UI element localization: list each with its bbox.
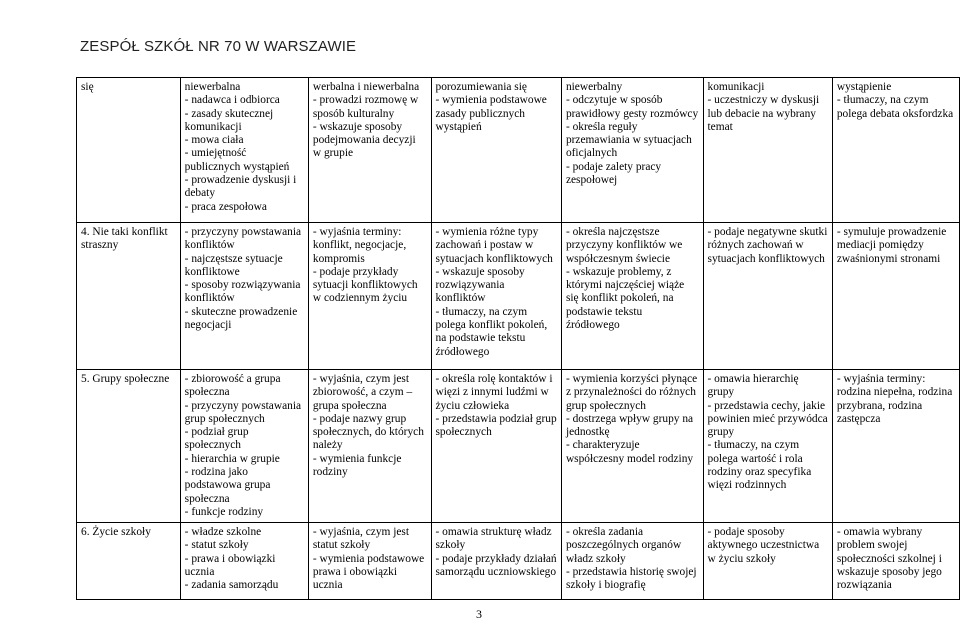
cell-line: - hierarchia w grupie [184,452,280,465]
school-header: ZESPÓŁ SZKÓŁ NR 70 W WARSZAWIE [80,38,357,55]
cell-line: - uczestniczy w dyskusji lub debacie na wybrany temat [707,94,820,133]
cell-req-basic [308,370,431,523]
cell-line: - funkcje rodziny [184,505,264,518]
cell-line: - rodzina jako podstawowa grupa społeczna [184,466,271,505]
cell-line: - omawia hierarchię grupy [707,373,799,399]
cell-line: - statut szkoły [184,539,249,552]
cell-line: - tłumaczy, na czym polega debata oksfordzka [836,94,954,120]
cell-req-full [703,223,832,370]
cell-line: - przyczyny powstawania grup społecznych [184,399,302,425]
cell-line: - wyjaśnia, czym jest statut szkoły [312,526,410,552]
cell-line: - wskazuje problemy, z którymi najczęściej wiąże się konflikt pokoleń, na podstawie tekstu źródłowego [565,265,685,332]
cell-line: - tłumaczy, na czym polega wartość i rola rodziny oraz specyfika więzi rodzinnych [707,439,812,492]
page-number: 3 [476,607,482,621]
cell-line: 5. Grupy społeczne [81,373,170,385]
cell-line: - wymienia korzyści płynące z przynależności do różnych grup społecznych [565,373,698,412]
cell-line: komunikacji [707,81,765,93]
cell-line: niewerbalny [565,81,623,93]
cell-line: - podział grup społecznych [184,426,249,452]
cell-content [180,78,308,223]
cell-req-basic [308,78,431,223]
table-row [77,223,960,370]
cell-line: - podaje zalety pracy zespołowej [565,160,662,187]
cell-topic [77,370,181,523]
cell-content [180,523,308,600]
cell-line: - prowadzi rozmowę w sposób kulturalny [312,94,419,120]
cell-line: - podaje przykłady działań samorządu uczniowskiego [435,552,557,578]
cell-line: - podaje sposoby aktywnego uczestnictwa w życiu szkoły [707,526,820,565]
table-row [77,78,960,223]
cell-req-advanced [561,223,703,370]
cell-line: - praca zespołowa [184,200,267,213]
cell-line: porozumiewania się [435,81,527,93]
cell-line: - przedstawia historię swojej szkoły i biografię [565,565,697,592]
cell-content [180,223,308,370]
cell-line: - wymienia podstawowe prawa i obowiązki ucznia [312,552,425,592]
cell-line: się [81,81,94,93]
cell-line: - charakteryzuje współczesny model rodziny [565,439,694,465]
cell-line: - wyjaśnia terminy: rodzina niepełna, rodzina przybrana, rodzina zastępcza [836,373,953,425]
cell-line: 4. Nie taki konflikt straszny [81,226,168,252]
cell-line: - przyczyny powstawania konfliktów [184,226,302,252]
cell-req-basic [308,523,431,600]
cell-line: 6. Życie szkoły [81,526,151,538]
cell-req-advanced [561,523,703,600]
cell-line: - wymienia podstawowe zasady publicznych wystąpień [435,94,547,133]
cell-line: - omawia strukturę władz szkoły [435,526,552,552]
cell-line: - podaje negatywne skutki różnych zachowań w sytuacjach konfliktowych [707,226,828,265]
cell-req-beyond [832,370,959,523]
cell-line: - prowadzenie dyskusji i debaty [184,174,297,200]
cell-req-advanced [561,78,703,223]
cell-content [180,370,308,523]
cell-req-basic [308,223,431,370]
cell-line: - wymienia funkcje rodziny [312,452,402,479]
cell-req-full [703,78,832,223]
table-row [77,370,960,523]
cell-line: - określa reguły przemawiania w sytuacjach oficjalnych [565,120,692,160]
cell-req-beyond [832,78,959,223]
cell-line: - wyjaśnia, czym jest zbiorowość, a czym – grupa społeczna [312,373,413,412]
cell-line: - zadania samorządu [184,579,279,592]
cell-topic [77,78,181,223]
cell-line: - określa rolę kontaktów i więzi z innymi ludźmi w życiu człowieka [435,373,553,412]
cell-line: - najczęstsze sytuacje konfliktowe [184,252,283,278]
cell-req-full [703,523,832,600]
cell-line: werbalna i niewerbalna [312,81,420,93]
cell-line: - przedstawia cechy, jakie powinien mieć przywódca grupy [707,399,828,439]
cell-req-extended [431,370,561,523]
cell-line: - przedstawia podział grup społecznych [435,412,557,439]
cell-line: - umiejętność publicznych wystąpień [184,147,290,173]
cell-line: - odczytuje w sposób prawidłowy gesty rozmówcy [565,94,699,120]
cell-line: - skuteczne prowadzenie negocjacji [184,305,298,332]
cell-line: - prawa i obowiązki ucznia [184,552,276,578]
cell-line: - sposoby rozwiązywania konfliktów [184,279,301,305]
cell-req-extended [431,78,561,223]
cell-line: - mowa ciała [184,134,244,147]
cell-line: - symuluje prowadzenie mediacji pomiędzy zwaśnionymi stronami [836,226,947,265]
cell-line: wystąpienie [836,81,892,93]
cell-line: - określa zadania poszczególnych organów władz szkoły [565,526,682,565]
cell-line: - wskazuje sposoby rozwiązywania konfliktów [435,265,525,305]
cell-line: niewerbalna [184,81,241,93]
cell-req-advanced [561,370,703,523]
cell-line: - zasady skutecznej komunikacji [184,107,274,133]
cell-line: - dostrzega wpływ grupy na jednostkę [565,412,694,439]
cell-line: - podaje przykłady sytuacji konfliktowych w codziennym życiu [312,265,418,305]
cell-req-beyond [832,523,959,600]
cell-line: - podaje nazwy grup społecznych, do których należy [312,412,424,452]
cell-req-extended [431,223,561,370]
cell-topic [77,523,181,600]
cell-line: - nadawca i odbiorca [184,94,280,107]
cell-line: - wskazuje sposoby podejmowania decyzji w grupie [312,120,416,160]
cell-line: - określa najczęstsze przyczyny konfliktów we współczesnym świecie [565,226,683,265]
cell-line: - omawia wybrany problem swojej społeczności szkolnej i wskazuje sposoby jego rozwiązania [836,526,942,592]
cell-req-full [703,370,832,523]
cell-req-beyond [832,223,959,370]
table-row [77,523,960,600]
cell-line: - władze szkolne [184,526,262,538]
cell-line: - wyjaśnia terminy: konflikt, negocjacje, kompromis [312,226,407,265]
cell-topic [77,223,181,370]
cell-line: - zbiorowość a grupa społeczna [184,373,281,399]
cell-req-extended [431,523,561,600]
cell-line: - wymienia różne typy zachowań i postaw w sytuacjach konfliktowych [435,226,553,265]
cell-line: - tłumaczy, na czym polega konflikt pokoleń, na podstawie tekstu źródłowego [435,305,548,358]
curriculum-table [76,77,960,600]
